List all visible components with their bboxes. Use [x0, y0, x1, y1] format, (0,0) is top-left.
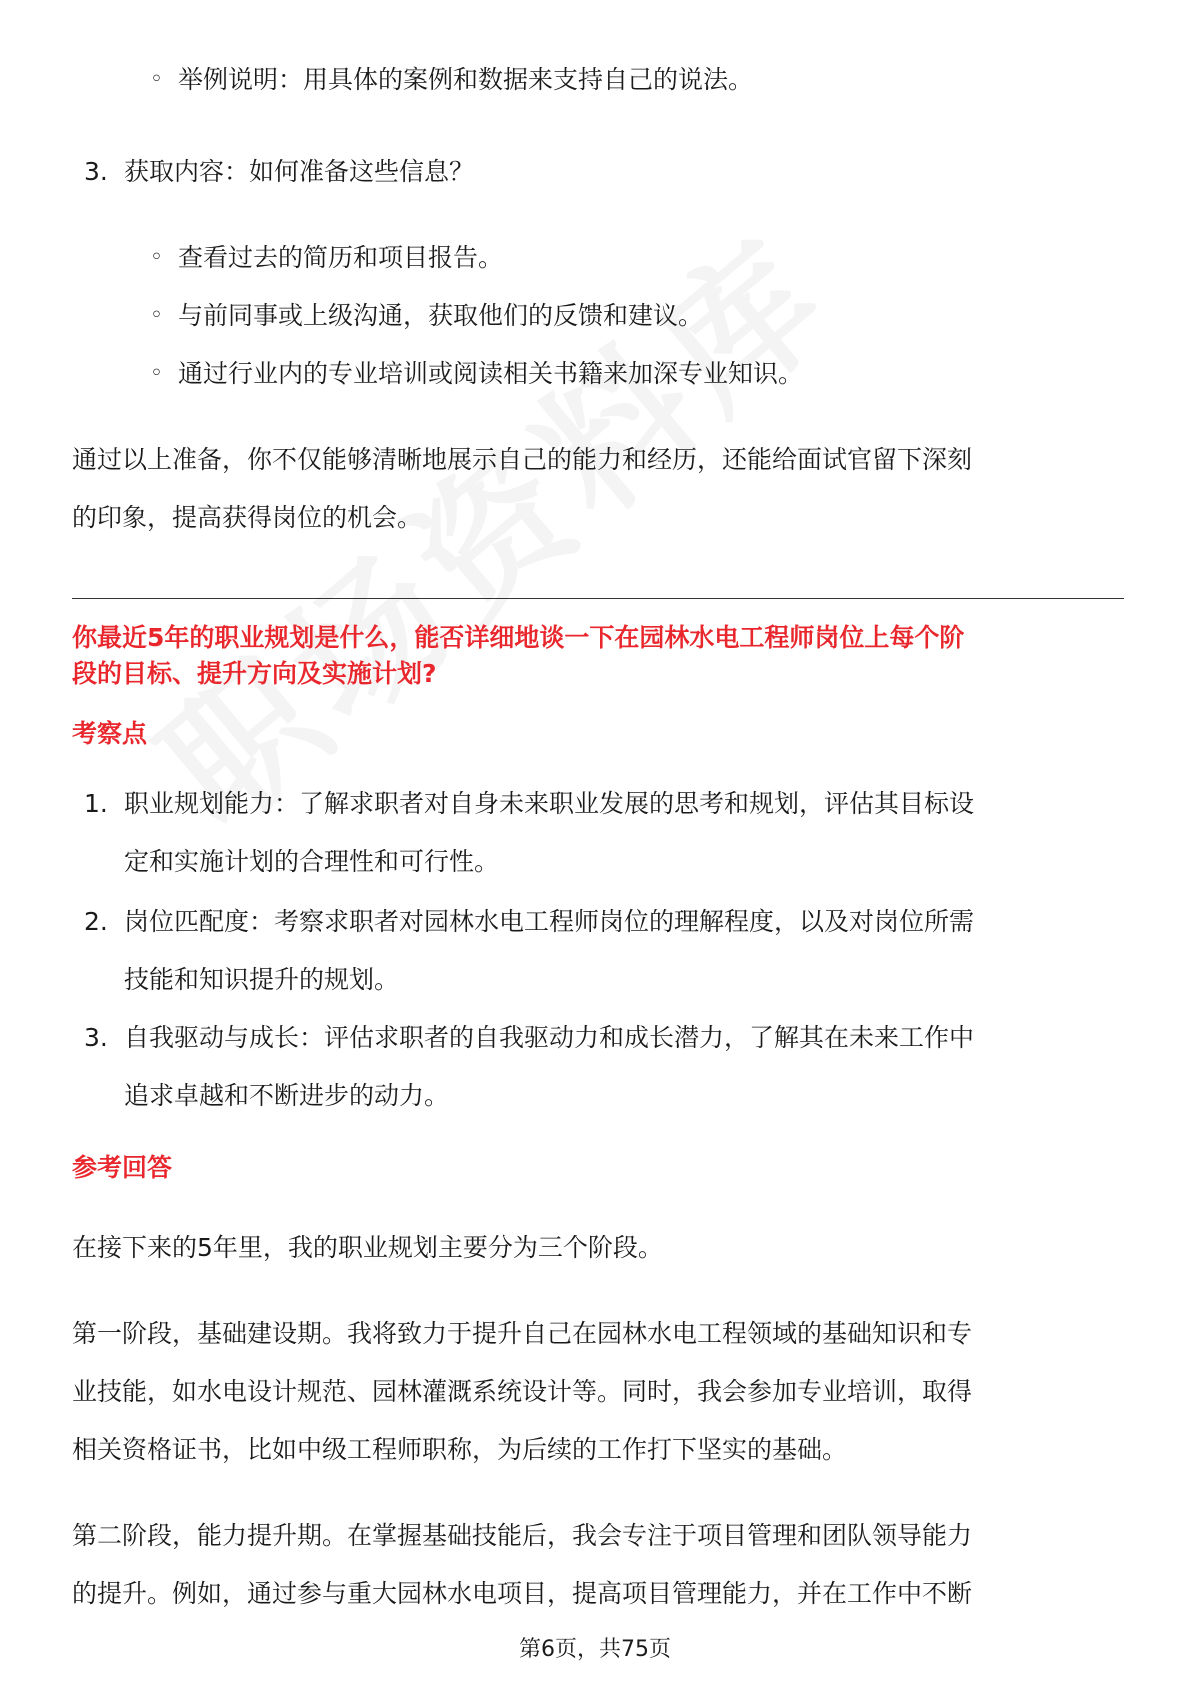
paragraph-line: 通过以上准备，你不仅能够清晰地展示自己的能力和经历，还能给面试官留下深刻	[72, 445, 973, 474]
paragraph-line: 相关资格证书，比如中级工程师职称，为后续的工作打下坚实的基础。	[72, 1435, 848, 1464]
bullet-icon: ◦	[150, 361, 163, 386]
list-number: 3.	[84, 1023, 108, 1052]
divider	[72, 598, 1124, 599]
list-item: 技能和知识提升的规划。	[124, 965, 400, 994]
paragraph-line: 第一阶段，基础建设期。我将致力于提升自己在园林水电工程领域的基础知识和专	[72, 1319, 973, 1348]
list-number: 1.	[84, 789, 108, 818]
list-item: 获取内容：如何准备这些信息？	[124, 157, 475, 186]
list-item: 追求卓越和不断进步的动力。	[124, 1081, 450, 1110]
paragraph-line: 业技能，如水电设计规范、园林灌溉系统设计等。同时，我会参加专业培训，取得	[72, 1377, 973, 1406]
list-item: 自我驱动与成长：评估求职者的自我驱动力和成长潜力，了解其在未来工作中	[124, 1023, 975, 1052]
bullet-icon: ◦	[150, 245, 163, 270]
list-number: 3.	[84, 157, 108, 186]
list-item: 举例说明：用具体的案例和数据来支持自己的说法。	[178, 65, 754, 94]
bullet-icon: ◦	[150, 67, 163, 92]
paragraph-line: 的提升。例如，通过参与重大园林水电项目，提高项目管理能力，并在工作中不断	[72, 1579, 973, 1608]
paragraph-line: 第二阶段，能力提升期。在掌握基础技能后，我会专注于项目管理和团队领导能力	[72, 1521, 973, 1550]
list-item: 定和实施计划的合理性和可行性。	[124, 847, 500, 876]
paragraph-line: 的印象，提高获得岗位的机会。	[72, 503, 423, 532]
list-item: 岗位匹配度：考察求职者对园林水电工程师岗位的理解程度，以及对岗位所需	[124, 907, 975, 936]
question-title: 你最近5年的职业规划是什么，能否详细地谈一下在园林水电工程师岗位上每个阶	[72, 623, 965, 652]
paragraph-line: 在接下来的5年里，我的职业规划主要分为三个阶段。	[72, 1233, 663, 1262]
section-heading: 参考回答	[72, 1153, 173, 1182]
list-item: 职业规划能力：了解求职者对自身未来职业发展的思考和规划，评估其目标设	[124, 789, 975, 818]
bullet-icon: ◦	[150, 303, 163, 328]
list-item: 查看过去的简历和项目报告。	[178, 243, 504, 272]
section-heading: 考察点	[72, 719, 148, 748]
list-number: 2.	[84, 907, 108, 936]
list-item: 与前同事或上级沟通，获取他们的反馈和建议。	[178, 301, 704, 330]
list-item: 通过行业内的专业培训或阅读相关书籍来加深专业知识。	[178, 359, 804, 388]
question-title: 段的目标、提升方向及实施计划?	[72, 659, 437, 688]
page-footer: 第6页，共75页	[519, 1637, 671, 1662]
